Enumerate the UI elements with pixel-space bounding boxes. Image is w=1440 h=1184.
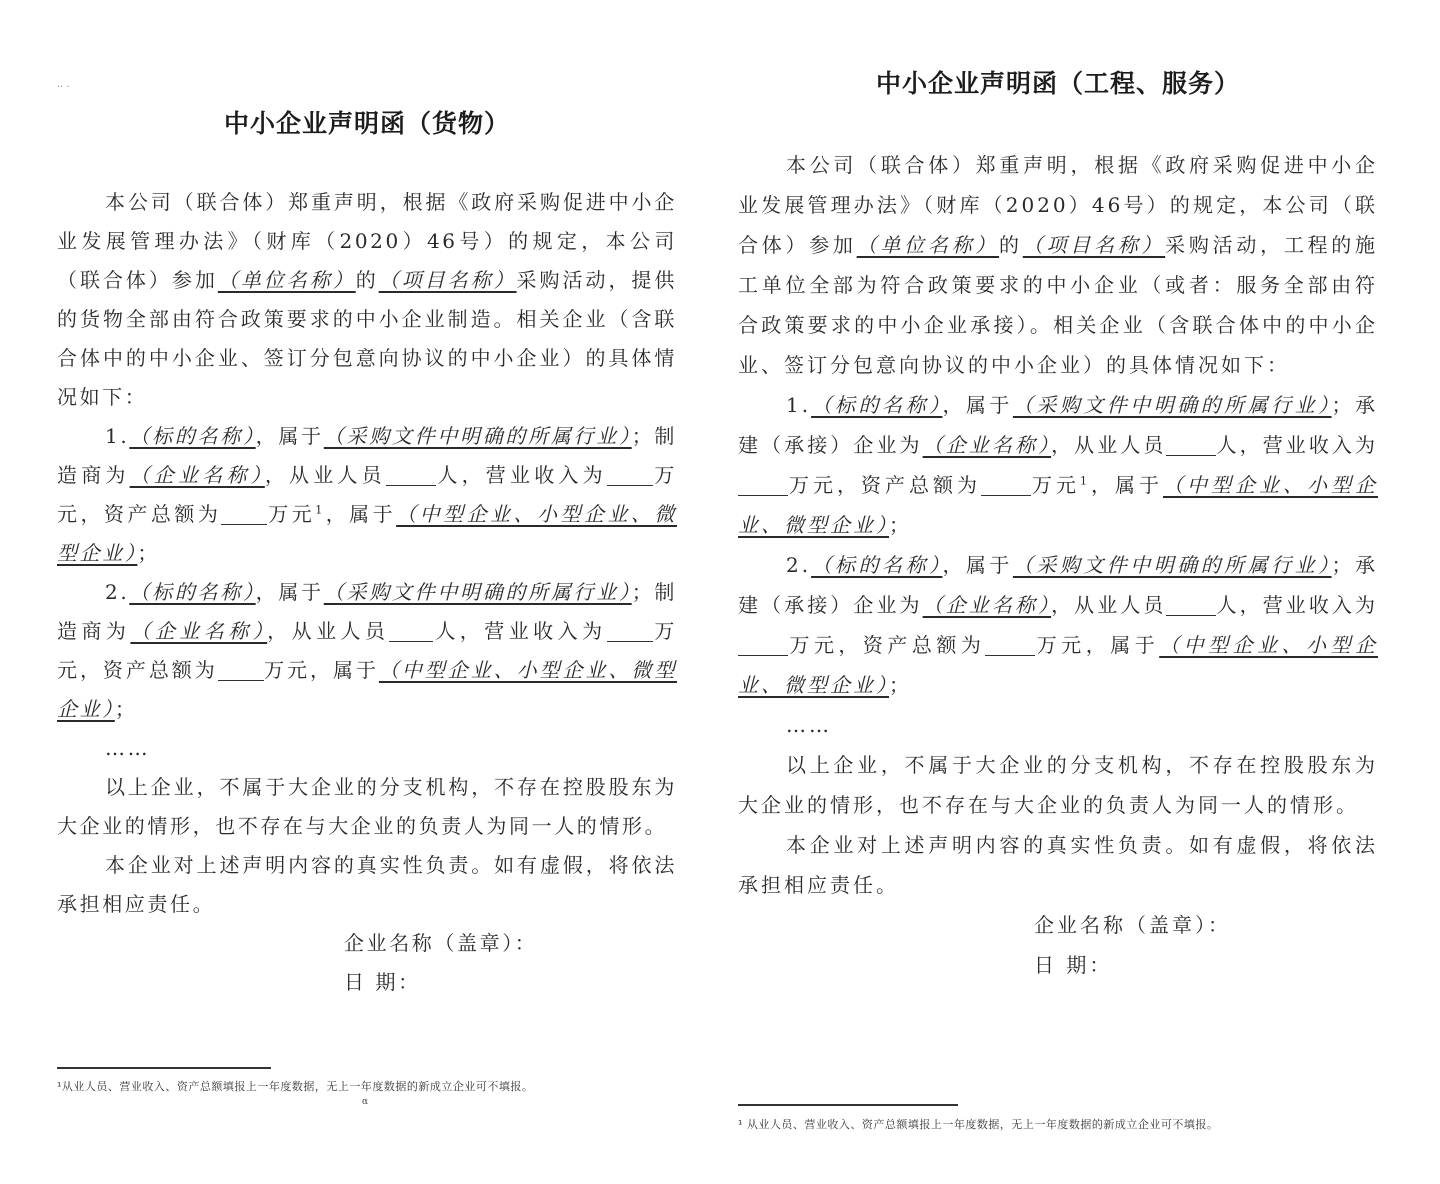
ellipsis: …… [786,713,832,737]
enterprise-size-field: （中型企业、小型企业、微型企业） [57,658,677,721]
industry-field: （采购文件中明确的所属行业） [1012,553,1332,577]
unit-name-field: （单位名称） [217,268,356,292]
assets-blank [981,475,1031,496]
declaration-body [57,183,677,1002]
subject-name-field: （标的名称） [129,580,256,604]
item-2: 2.（标的名称），属于（采购文件中明确的所属行业）；制造商为（企业名称），从业人员 人，营业收入为 万元，资产总额为 万元，属于（中型企业、小型企业、微型企业）； [57,580,677,721]
statement-no-large-enterprise: 以上企业，不属于大企业的分支机构，不存在控股股东为大企业的情形，也不存在与大企业的负责人为同一人的情形。 [57,775,677,838]
statement-truthfulness: 本企业对上述声明内容的真实性负责。如有虚假，将依法承担相应责任。 [57,853,677,916]
intro-paragraph: 本公司（联合体）郑重声明，根据《政府采购促进中小企业发展管理办法》（财库（2020）46号）的规定，本公司（联合体）参加（单位名称）的（项目名称）采购活动，提供的货物全部由符合政策要求的中小企业制造。相关企业（含联合体中的中小企业、签订分包意向协议的中小企业）的具体情况如下： [57,190,678,409]
page-mark: α [362,1097,369,1107]
signature-company: 企业名称（盖章）： [1034,913,1231,937]
item-1: 1.（标的名称），属于（采购文件中明确的所属行业）；制造商为（企业名称），从业人员 人，营业收入为 万元，资产总额为 万元$^1$，属于（中型企业、小型企业、微型企业）； [57,424,678,565]
company-name-field: （企业名称） [922,433,1052,457]
page-title: 中小企业声明函（工程、服务） [875,69,1240,98]
subject-name-field: （标的名称） [811,553,943,577]
ellipsis: …… [105,736,151,760]
project-name-field: （项目名称） [378,268,517,292]
industry-field: （采购文件中明确的所属行业） [1012,393,1332,417]
company-name-field: （企业名称） [129,463,265,487]
assets-blank [218,660,264,681]
signature-company: 企业名称（盖章）： [344,931,538,955]
industry-field: （采购文件中明确的所属行业） [323,424,632,448]
subject-name-field: （标的名称） [129,424,256,448]
revenue-blank [607,621,653,642]
staff-blank [389,621,433,642]
assets-blank [985,635,1035,656]
revenue-blank [738,475,788,496]
intro-paragraph: 本公司（联合体）郑重声明，根据《政府采购促进中小企业发展管理办法》（财库（2020）46号）的规定，本公司（联合体）参加（单位名称）的（项目名称）采购活动，工程的施工单位全部为符合政策要求的中小企业（或者：服务全部由符合政策要求的中小企业承接）。相关企业（含联合体中的中小企业、签订分包意向协议的中小企业）的具体情况如下： [738,153,1379,377]
footnote-ref: 1 [1080,474,1090,488]
item-1: 1.（标的名称），属于（采购文件中明确的所属行业）；承建（承接）企业为（企业名称），从业人员 人，营业收入为万元，资产总额为 万元$^1$，属于（中型企业、小型企业、微型企业）； [738,393,1379,537]
scan-artifact: ·· · [57,82,70,93]
declaration-body [738,145,1378,985]
signature-date: 日 期： [344,970,421,994]
staff-blank [1166,435,1216,456]
signature-date: 日 期： [1034,953,1113,977]
unit-name-field: （单位名称） [856,233,1000,257]
revenue-blank [738,635,788,656]
footnote: ¹ 从业人员、营业收入、资产总额填报上一年度数据，无上一年度数据的新成立企业可不填报。 [738,1118,1219,1131]
assets-blank [221,504,267,525]
footnote-divider [57,1067,271,1069]
footnote-divider [738,1104,958,1106]
industry-field: （采购文件中明确的所属行业） [323,580,632,604]
revenue-blank [607,465,653,486]
footnote: ¹从业人员、营业收入、资产总额填报上一年度数据，无上一年度数据的新成立企业可不填报。 [57,1080,534,1093]
statement-truthfulness: 本企业对上述声明内容的真实性负责。如有虚假，将依法承担相应责任。 [738,833,1378,897]
enterprise-size-field: （中型企业、小型企业、微型企业） [738,473,1378,537]
project-name-field: （项目名称） [1022,233,1166,257]
subject-name-field: （标的名称） [811,393,943,417]
enterprise-size-field: （中型企业、小型企业、微型企业） [738,633,1379,697]
item-2: 2.（标的名称），属于（采购文件中明确的所属行业）；承建（承接）企业为（企业名称），从业人员 人，营业收入为万元，资产总额为 万元，属于（中型企业、小型企业、微型企业）； [738,553,1379,697]
page-title: 中小企业声明函（货物） [223,109,510,138]
staff-blank [386,465,436,486]
statement-no-large-enterprise: 以上企业，不属于大企业的分支机构，不存在控股股东为大企业的情形，也不存在与大企业的负责人为同一人的情形。 [738,753,1378,817]
enterprise-size-field: （中型企业、小型企业、微型企业） [57,502,678,565]
footnote-ref: 1 [315,503,325,517]
company-name-field: （企业名称） [130,619,268,643]
staff-blank [1166,595,1216,616]
company-name-field: （企业名称） [922,593,1052,617]
